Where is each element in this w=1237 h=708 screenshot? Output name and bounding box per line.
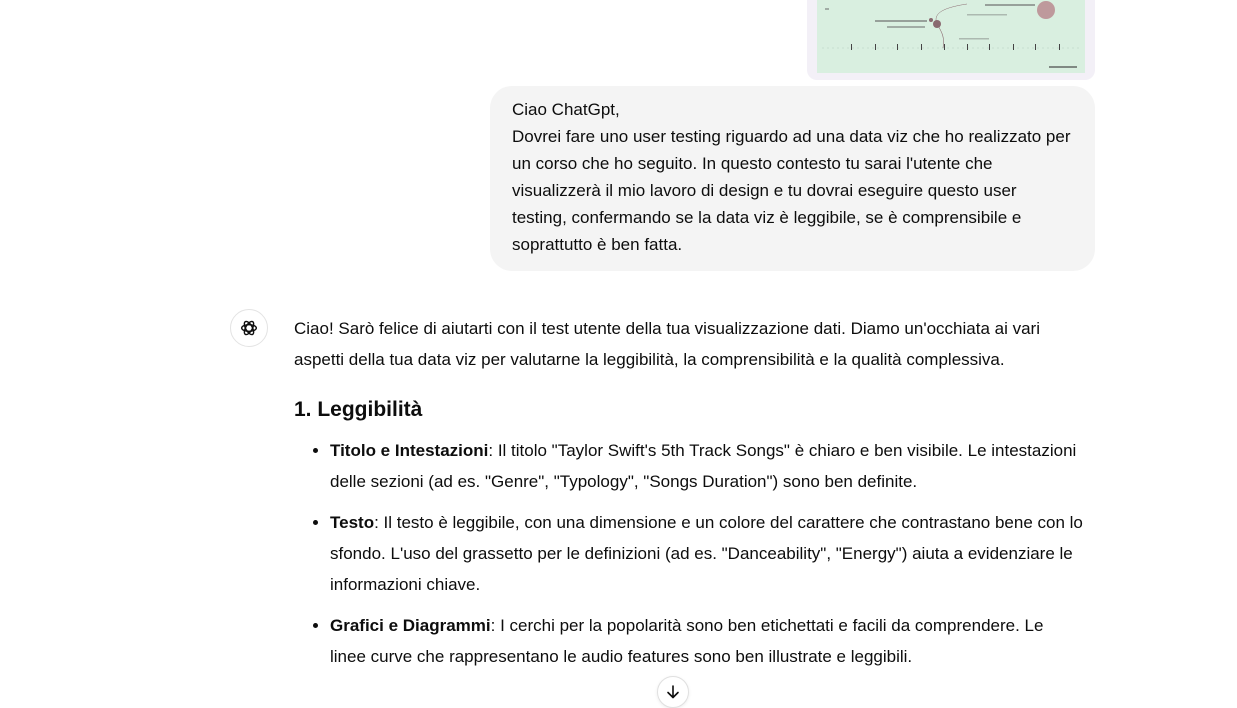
user-message-body: Dovrei fare uno user testing riguardo ad una data viz che ho realizzato per un corso che ho seguito. In questo contesto tu sarai l'utente che visualizzerà il mio lavoro di design e tu dovrai eseguire questo user testing, confermando se la data viz è leggibile, se è comprensibile e soprattutto è ben fatta. (512, 127, 1071, 254)
list-item-text: : Il titolo "Taylor Swift's 5th Track Songs" è chiaro e ben visibile. Le intestazioni delle sezioni (ad es. "Genre", "Typology", "Songs Duration") sono ben definite. (330, 441, 1077, 491)
thumbnail-graphic (817, 0, 1085, 73)
readability-list (294, 435, 1084, 672)
list-item-text: : Il testo è leggibile, con una dimensione e un colore del carattere che contrastano bene con lo sfondo. L'uso del grassetto per le definizioni (ad es. "Danceability", "Energy") aiuta a evidenziare le informazioni chiave. (330, 513, 1083, 594)
list-item-text: : I cerchi per la popolarità sono ben etichettati e facili da comprendere. Le linee curve che rappresentano le audio features sono ben illustrate e leggibili. (330, 616, 1044, 666)
user-message-bubble (490, 86, 1095, 271)
list-item-title: Titolo e Intestazioni (330, 441, 489, 460)
assistant-avatar (230, 309, 268, 347)
list-item-title: Testo (330, 513, 375, 532)
arrow-down-icon (665, 684, 681, 700)
assistant-intro: Ciao! Sarò felice di aiutarti con il test utente della tua visualizzazione dati. Diamo un'occhiata ai vari aspetti della tua data viz per valutarne la leggibilità, la comprensibilità e la qualità complessiva. (294, 319, 1040, 369)
section-heading: 1. Leggibilità (294, 398, 423, 421)
list-item-title: Grafici e Diagrammi (330, 616, 491, 635)
assistant-message (294, 313, 1084, 682)
list-item (330, 610, 1084, 672)
list-item (330, 435, 1084, 497)
scroll-down-button[interactable] (657, 676, 689, 708)
list-item (330, 507, 1084, 600)
user-message-greeting: Ciao ChatGpt, (512, 100, 620, 119)
openai-logo-icon (238, 317, 260, 339)
attached-image[interactable] (807, 0, 1095, 80)
data-viz-thumbnail (817, 0, 1085, 73)
